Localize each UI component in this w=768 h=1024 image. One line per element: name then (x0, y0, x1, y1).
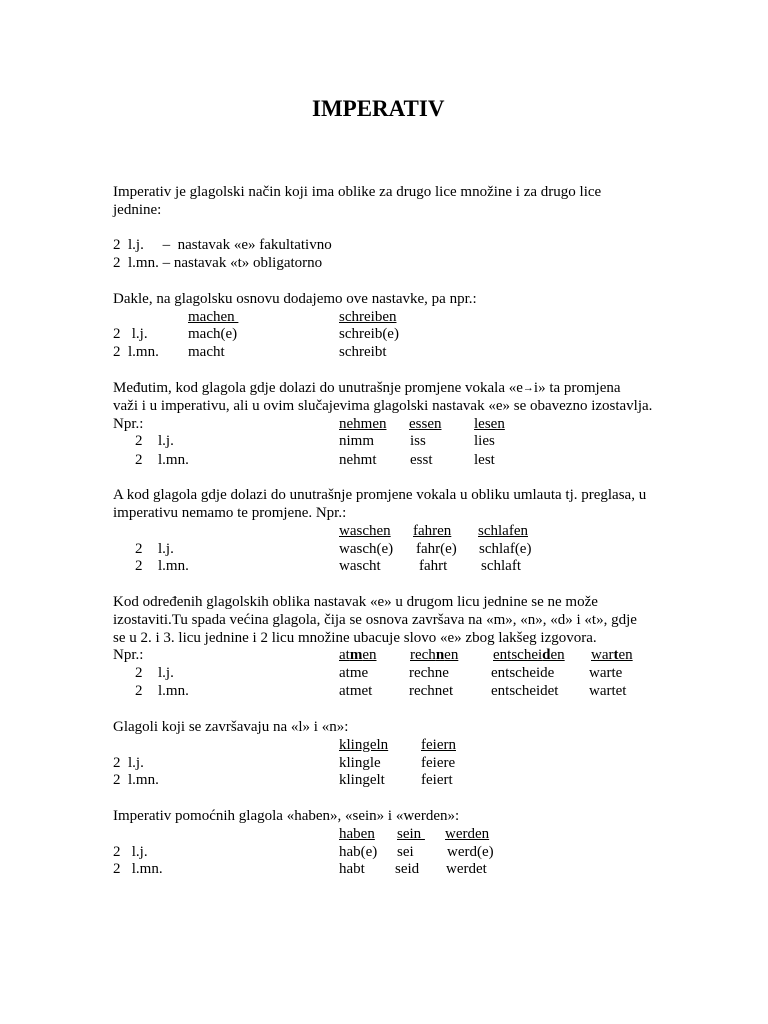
stem-final-letter: n (435, 647, 445, 663)
verb-heading: werden (445, 826, 490, 842)
verb-form: lies (474, 433, 495, 449)
verb-form: nimm (339, 433, 375, 449)
verb-form: feiere (421, 755, 456, 771)
verb-form: macht (188, 344, 225, 360)
person-label: l.j. (158, 433, 174, 449)
verb-form: wasch(e) (339, 541, 394, 557)
person-number: 2 (135, 558, 143, 574)
person-label: l.j. (158, 541, 174, 557)
verb-form: nehmt (339, 452, 377, 468)
verb-ending: en (444, 647, 459, 663)
section4-line-2: izostaviti.Tu spada većina glagola, čija se osnova završava na «m», «n», «d» i «t», gdje (113, 612, 637, 628)
section4-line-1: Kod određenih glagolskih oblika nastavak «e» u drugom licu jednine se ne može (113, 594, 598, 610)
verb-heading: essen (409, 416, 442, 432)
page-title: IMPERATIV (312, 96, 445, 121)
verb-form: rechne (409, 665, 449, 681)
verb-form: warte (589, 665, 623, 681)
verb-heading (339, 646, 377, 664)
stem-final-letter: d (542, 647, 551, 663)
verb-form: entscheide (491, 665, 555, 681)
person-label: l.mn. (158, 683, 189, 699)
verb-form: seid (395, 861, 420, 877)
right-arrow-icon: → (522, 382, 534, 394)
verb-heading: schlafen (478, 523, 528, 539)
verb-form: wascht (339, 558, 381, 574)
person-label: 2 l.j. (113, 326, 148, 342)
verb-heading: lesen (474, 416, 505, 432)
person-number: 2 (135, 683, 143, 699)
verb-form: werdet (446, 861, 487, 877)
person-label: 2 l.j. (113, 755, 144, 771)
person-number: 2 (135, 665, 143, 681)
verb-heading (410, 646, 458, 664)
section2-line-1b: i» ta promjena (533, 380, 621, 396)
person-label: 2 l.mn. (113, 344, 159, 360)
person-label: l.mn. (158, 558, 189, 574)
verb-form: schreibt (339, 344, 387, 360)
verb-heading (493, 646, 565, 664)
verb-heading: schreiben (339, 309, 397, 325)
verb-stem: entschei (493, 647, 543, 663)
person-label: 2 l.j. (113, 844, 148, 860)
verb-heading: klingeln (339, 737, 389, 753)
verb-stem: at (339, 647, 350, 663)
verb-form: mach(e) (188, 326, 238, 342)
verb-form: schreib(e) (339, 326, 399, 342)
verb-stem: war (591, 647, 614, 663)
verb-heading (591, 646, 633, 664)
ending-plural: 2 l.mn. – nastavak «t» obligatorno (113, 255, 323, 271)
section3-line-1: A kod glagola gdje dolazi do unutrašnje promjene vokala u obliku umlauta tj. preglasa, u (113, 487, 647, 503)
verb-form: sei (397, 844, 414, 860)
section3-line-2: imperativu nemamo te promjene. Npr.: (113, 505, 347, 521)
verb-form: schlaf(e) (479, 541, 532, 557)
person-number: 2 (135, 433, 143, 449)
section2-line-2: važi i u imperativu, ali u ovim slučajevima glagolski nastavak «e» se obavezno izostavlja. (113, 398, 653, 414)
verb-form: klingelt (339, 772, 385, 788)
verb-heading: sein (397, 826, 425, 842)
verb-form: atmet (339, 683, 373, 699)
verb-heading: machen (188, 309, 239, 325)
verb-form: atme (339, 665, 369, 681)
verb-stem: rech (410, 647, 436, 663)
verb-form: fahrt (419, 558, 448, 574)
npr-label: Npr.: (113, 416, 144, 432)
person-label: 2 l.mn. (113, 772, 159, 788)
verb-form: hab(e) (339, 844, 378, 860)
section5-intro: Glagoli koji se završavaju na «l» i «n»: (113, 719, 349, 735)
verb-form: lest (474, 452, 495, 468)
stem-final-letter: m (349, 647, 363, 663)
section2-line-1a: Međutim, kod glagola gdje dolazi do unutrašnje promjene vokala «e (113, 380, 523, 396)
verb-form: rechnet (409, 683, 454, 699)
verb-form: wartet (589, 683, 627, 699)
section2-line-1 (113, 379, 621, 397)
verb-form: feiert (421, 772, 453, 788)
verb-ending: en (362, 647, 377, 663)
stem-final-letter: t (613, 647, 619, 663)
verb-heading: fahren (413, 523, 452, 539)
person-number: 2 (135, 452, 143, 468)
verb-form: entscheidet (491, 683, 559, 699)
section6-intro: Imperativ pomoćnih glagola «haben», «sein» i «werden»: (113, 808, 460, 824)
verb-heading: feiern (421, 737, 456, 753)
verb-form: esst (410, 452, 433, 468)
verb-heading: nehmen (339, 416, 387, 432)
intro-line-2: jednine: (113, 202, 162, 218)
intro-line-1: Imperativ je glagolski način koji ima oblike za drugo lice množine i za drugo lice (113, 184, 602, 200)
verb-form: iss (410, 433, 426, 449)
section4-line-3: se u 2. i 3. licu jednine i 2 licu množine ubacuje slovo «e» zbog lakšeg izgovora. (113, 630, 597, 646)
person-label: 2 l.mn. (113, 861, 163, 877)
verb-form: habt (339, 861, 365, 877)
person-number: 2 (135, 541, 143, 557)
person-label: l.j. (158, 665, 174, 681)
person-label: l.mn. (158, 452, 189, 468)
verb-form: klingle (339, 755, 381, 771)
verb-form: werd(e) (447, 844, 494, 860)
verb-form: fahr(e) (416, 541, 457, 557)
verb-ending: en (618, 647, 633, 663)
verb-heading: waschen (339, 523, 391, 539)
verb-ending: en (550, 647, 565, 663)
verb-form: schlaft (481, 558, 521, 574)
verb-heading: haben (339, 826, 375, 842)
npr-label: Npr.: (113, 647, 144, 663)
ending-singular: 2 l.j. – nastavak «e» fakultativno (113, 237, 332, 253)
section1-intro: Dakle, na glagolsku osnovu dodajemo ove nastavke, pa npr.: (113, 291, 477, 307)
